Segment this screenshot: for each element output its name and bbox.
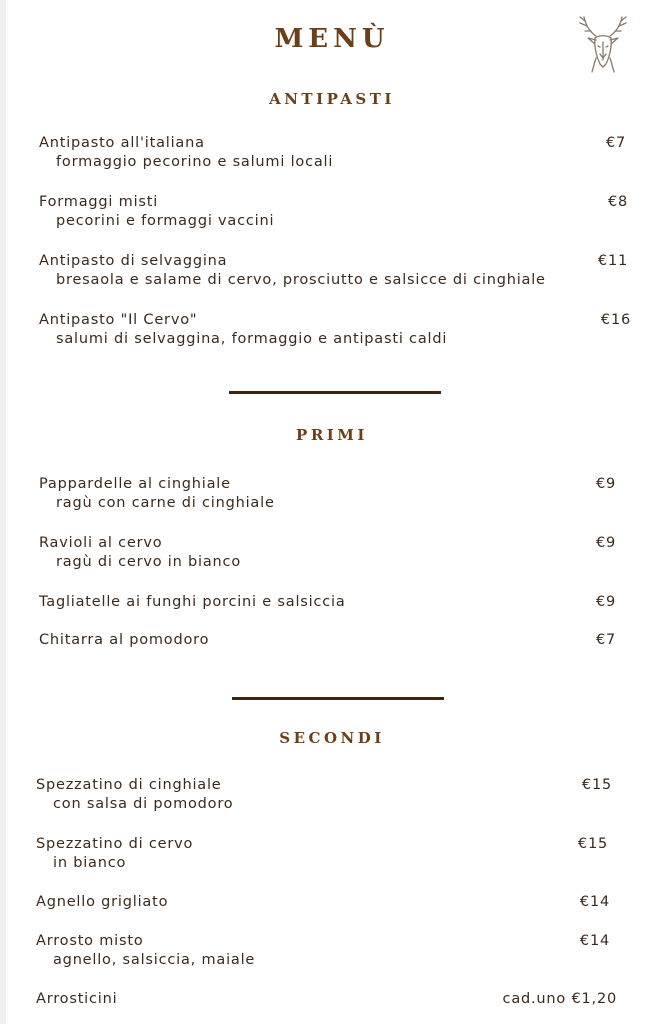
item-description: formaggio pecorino e salumi locali: [56, 154, 334, 170]
menu-item: [39, 252, 546, 290]
item-price: €14: [579, 894, 610, 910]
item-name: Antipasto all'italiana: [39, 135, 205, 151]
menu-item: [39, 475, 275, 513]
item-price: €15: [581, 777, 612, 793]
item-name: Arrosto misto: [36, 933, 144, 949]
menu-item: [36, 932, 255, 970]
item-name: Spezzatino di cinghiale: [36, 777, 222, 793]
item-name: Antipasto di selvaggina: [39, 253, 228, 269]
section-title-secondi: SECONDI: [279, 729, 385, 747]
menu-item: [39, 534, 241, 572]
item-name: Antipasto "Il Cervo": [39, 312, 198, 328]
menu-item: [36, 893, 168, 912]
item-description: agnello, salsiccia, maiale: [53, 952, 256, 968]
menu-item: [39, 311, 447, 349]
item-name: Arrosticini: [36, 991, 118, 1007]
menu-item: [39, 631, 209, 650]
section-title-primi: PRIMI: [296, 426, 368, 444]
item-price: €15: [577, 836, 608, 852]
section-divider: [232, 697, 444, 700]
menu-item: [39, 593, 346, 612]
menu-item: [39, 134, 333, 172]
item-price: €9: [595, 594, 616, 610]
item-price: €7: [595, 632, 616, 648]
menu-item: [36, 776, 233, 814]
item-description: ragù di cervo in bianco: [56, 554, 241, 570]
item-price: €16: [600, 312, 631, 328]
item-description: ragù con carne di cinghiale: [56, 495, 275, 511]
page-edge: [0, 0, 6, 1024]
item-name: Agnello grigliato: [36, 894, 169, 910]
item-description: salumi di selvaggina, formaggio e antipasti caldi: [56, 331, 448, 347]
item-description: pecorini e formaggi vaccini: [56, 213, 275, 229]
item-price: €11: [597, 253, 628, 269]
item-price: €9: [595, 476, 616, 492]
item-name: Ravioli al cervo: [39, 535, 163, 551]
section-divider: [229, 391, 441, 394]
item-description: in bianco: [53, 855, 127, 871]
item-name: Chitarra al pomodoro: [39, 632, 210, 648]
item-name: Formaggi misti: [39, 194, 159, 210]
section-title-antipasti: ANTIPASTI: [269, 90, 395, 108]
item-name: Pappardelle al cinghiale: [39, 476, 231, 492]
menu-item: [36, 835, 193, 873]
deer-head-icon: [574, 14, 632, 74]
item-price: €9: [595, 535, 616, 551]
item-price: €14: [579, 933, 610, 949]
menu-item: [36, 990, 117, 1009]
item-description: con salsa di pomodoro: [53, 796, 234, 812]
item-description: bresaola e salame di cervo, prosciutto e salsicce di cinghiale: [56, 272, 546, 288]
item-price: cad.uno €1,20: [502, 991, 617, 1007]
item-price: €7: [605, 135, 626, 151]
menu-item: [39, 193, 274, 231]
item-name: Tagliatelle ai funghi porcini e salsiccia: [39, 594, 346, 610]
item-name: Spezzatino di cervo: [36, 836, 194, 852]
menu-title: MENÙ: [274, 24, 390, 54]
item-price: €8: [607, 194, 628, 210]
